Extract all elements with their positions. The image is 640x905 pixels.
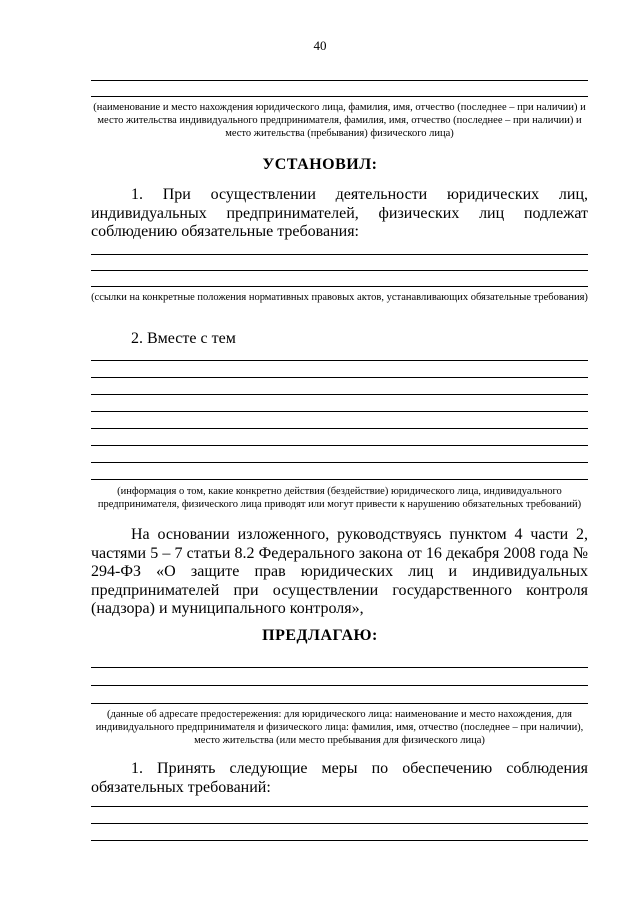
fill-line: [91, 411, 588, 412]
item-1-text: 1. При осуществлении деятельности юридических лиц, индивидуальных предпринимателей, физических лиц подлежат соблюдению обязательные требования:: [91, 186, 588, 240]
item-2-caption: (информация о том, какие конкретно действия (бездействие) юридического лица, индивидуального предпринимателя, физического лица приводят или могут привести к нарушению обязательных требований): [97, 486, 582, 510]
fill-line: [91, 254, 588, 255]
fill-line: [91, 360, 588, 361]
fill-line: [91, 840, 588, 841]
addressee-caption: (данные об адресате предостережения: для юридического лица: наименование и место нахождения, для индивидуального предпринимателя и физического лица: фамилия, имя, отчество (последнее – при наличии), место жительства (или место пребывания для физического лица): [95, 709, 584, 746]
fill-line: [91, 445, 588, 446]
fill-line: [91, 377, 588, 378]
fill-line: [91, 806, 588, 807]
fill-line: [91, 270, 588, 271]
fill-line: [91, 703, 588, 704]
fill-line: [91, 685, 588, 686]
measures-item-text: 1. Принять следующие меры по обеспечению соблюдения обязательных требований:: [91, 760, 588, 796]
heading-established: УСТАНОВИЛ:: [262, 156, 378, 173]
fill-line: [91, 428, 588, 429]
fill-line: [91, 823, 588, 824]
fill-line: [91, 96, 588, 97]
entity-caption: (наименование и место нахождения юридического лица, фамилия, имя, отчество (последнее – при наличии) и место жительства индивидуального предпринимателя, фамилия, имя, отчество (последнее – при наличии) и место жительства (пребывания) физического лица): [93, 102, 586, 139]
item-2-text: 2. Вместе с тем: [131, 330, 236, 347]
fill-line: [91, 462, 588, 463]
heading-propose: ПРЕДЛАГАЮ:: [262, 627, 378, 644]
item-1-caption: (ссылки на конкретные положения нормативных правовых актов, устанавливающих обязательные требования): [91, 292, 588, 303]
fill-line: [91, 286, 588, 287]
fill-line: [91, 394, 588, 395]
page-number: 40: [313, 38, 327, 53]
basis-paragraph: На основании изложенного, руководствуясь пунктом 4 части 2, частями 5 – 7 статьи 8.2 Федерального закона от 16 декабря 2008 года № 294-ФЗ «О защите прав юридических лиц и индивидуальных предпринимателей при осуществлении государственного контроля (надзора) и муниципального контроля»,: [91, 526, 588, 617]
fill-line: [91, 80, 588, 81]
fill-line: [91, 667, 588, 668]
fill-line: [91, 479, 588, 480]
